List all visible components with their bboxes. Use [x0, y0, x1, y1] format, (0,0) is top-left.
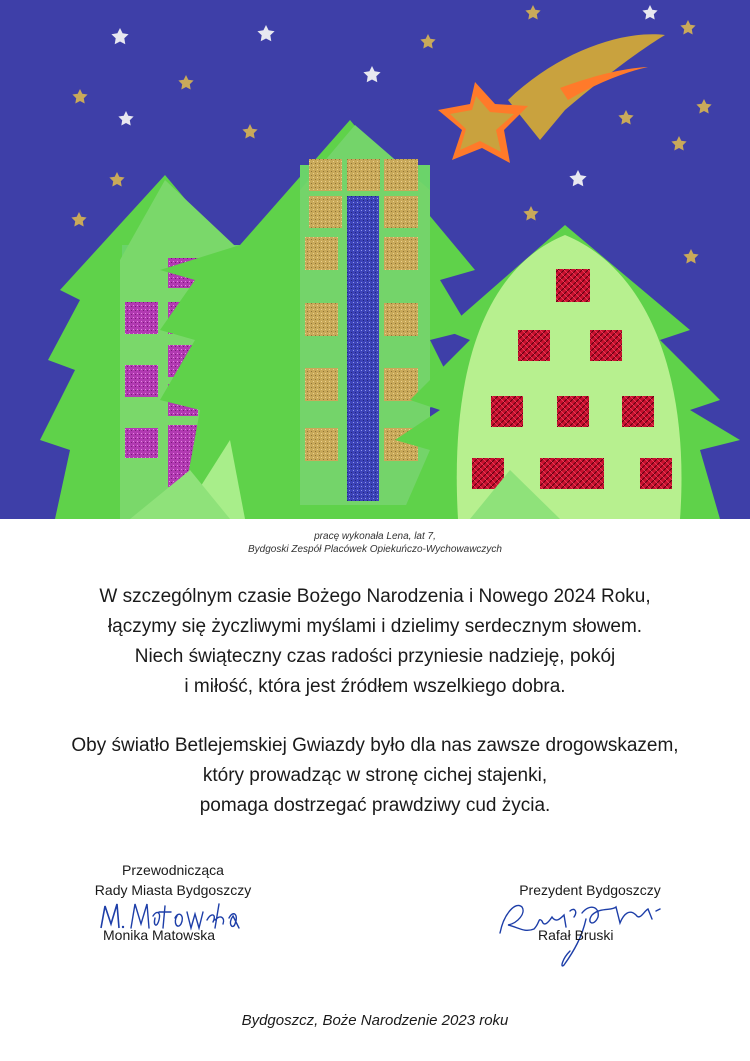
greeting-line: łączymy się życzliwymi myślami i dzielimy serdecznym słowem. [107, 616, 643, 637]
greeting-paragraph-2 [0, 731, 750, 821]
greeting-line: który prowadząc w stronę cichej stajenki, [202, 765, 548, 786]
greeting-line: W szczególnym czasie Bożego Narodzenia i Nowego 2024 Roku, [99, 586, 651, 607]
greeting-line: i miłość, która jest źródłem wszelkiego dobra. [184, 676, 566, 697]
left-signatory-name: Monika Matowska [103, 927, 216, 943]
left-signatory-title [58, 860, 288, 900]
blue-window-column [347, 196, 379, 501]
footer-place-date: Bydgoszcz, Boże Narodzenie 2023 roku [241, 1012, 509, 1029]
left-title-line-2: Rady Miasta Bydgoszczy [94, 882, 252, 898]
left-title-line-1: Przewodnicząca [122, 862, 224, 878]
greeting-line: Niech świąteczny czas radości przyniesie nadzieję, pokój [134, 646, 616, 667]
artwork-caption-institution: Bydgoski Zespół Placówek Opiekuńczo-Wychowawczych [248, 544, 502, 555]
christmas-artwork [0, 0, 750, 519]
artwork-caption-author: pracę wykonała Lena, lat 7, [314, 531, 436, 542]
right-signatory-title: Prezydent Bydgoszczy [519, 882, 661, 898]
right-signatory-name: Rafał Bruski [538, 927, 614, 943]
greeting-line: Oby światło Betlejemskiej Gwiazdy było dla nas zawsze drogowskazem, [71, 735, 679, 756]
greeting-line: pomaga dostrzegać prawdziwy cud życia. [199, 795, 551, 816]
greeting-paragraph-1 [0, 582, 750, 702]
